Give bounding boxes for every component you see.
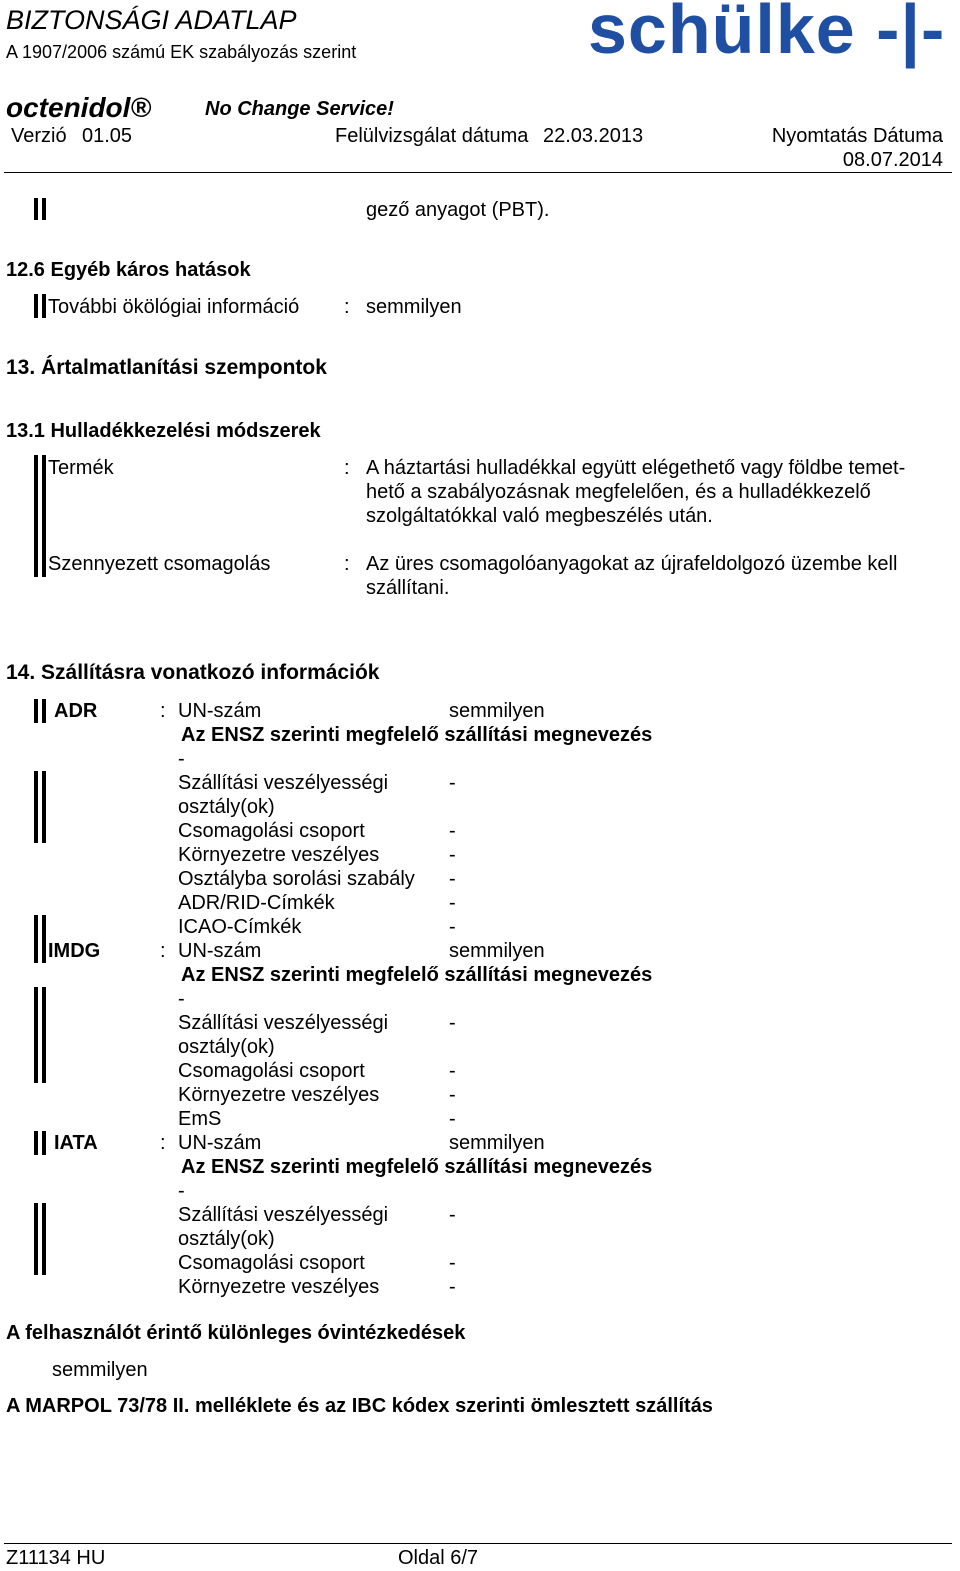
change-bar — [34, 455, 38, 577]
adr-class-label-1: Szállítási veszélyességi — [178, 772, 389, 794]
adr-packing-group-label: Csomagolási csoport — [178, 820, 365, 842]
change-bar — [42, 915, 46, 963]
change-bar — [42, 294, 46, 318]
version-value: 01.05 — [82, 125, 133, 147]
product-disposal-line-3: szolgáltatókkal való megbeszélés után. — [366, 505, 713, 527]
special-precautions-heading: A felhasználót érintő különleges óvintézkedések — [6, 1322, 466, 1344]
pbt-continuation: gező anyagot (PBT). — [366, 199, 550, 221]
packaging-disposal-line-2: szállítani. — [366, 577, 450, 599]
iata-class-value: - — [449, 1204, 456, 1226]
adr-class-label-2: osztály(ok) — [178, 796, 275, 818]
change-bar — [42, 699, 46, 723]
print-date-label: Nyomtatás Dátuma — [771, 125, 943, 147]
imdg-un-value: semmilyen — [449, 940, 545, 962]
change-bar — [34, 915, 38, 963]
change-bar — [42, 455, 46, 577]
print-date: 08.07.2014 — [842, 149, 943, 171]
product-disposal-line-2: hető a szabályozásnak megfelelően, és a hulladékkezelő — [366, 481, 871, 503]
change-bar — [34, 294, 38, 318]
change-bar — [42, 198, 46, 220]
adr-env-hazard-label: Környezetre veszélyes — [178, 844, 380, 866]
revision-label: Felülvizsgálat dátuma — [335, 125, 529, 147]
imdg-class-label-1: Szállítási veszélyességi — [178, 1012, 389, 1034]
imdg-ems-value: - — [449, 1108, 456, 1130]
product-disposal-line-1: A háztartási hulladékkal együtt elégethető vagy földbe temet- — [366, 457, 906, 479]
section-14-heading: 14. Szállításra vonatkozó információk — [6, 661, 380, 684]
iata-un-value: semmilyen — [449, 1132, 545, 1154]
adr-un-value: semmilyen — [449, 700, 545, 722]
page-number: Oldal 6/7 — [398, 1547, 479, 1569]
slogan: No Change Service! — [205, 98, 394, 120]
imdg-ems-label: EmS — [178, 1108, 222, 1130]
iata-label: IATA — [54, 1132, 98, 1154]
colon: : — [160, 1132, 166, 1154]
regulation-text: A 1907/2006 számú EK szabályozás szerint — [6, 42, 357, 62]
adr-classification-rule-value: - — [449, 868, 456, 890]
iata-proper-name-label: Az ENSZ szerinti megfelelő szállítási megnevezés — [181, 1156, 653, 1178]
colon: : — [344, 553, 350, 575]
adr-proper-name-label: Az ENSZ szerinti megfelelő szállítási megnevezés — [181, 724, 653, 746]
change-bar — [34, 987, 38, 1083]
header-divider — [4, 172, 952, 173]
iata-class-label-1: Szállítási veszélyességi — [178, 1204, 389, 1226]
adr-proper-name-value: - — [178, 748, 185, 770]
change-bar — [34, 1203, 38, 1275]
further-eco-value: semmilyen — [366, 296, 462, 318]
change-bar — [34, 771, 38, 843]
change-bar — [42, 771, 46, 843]
marpol-heading: A MARPOL 73/78 II. melléklete és az IBC kódex szerinti ömlesztett szállítás — [6, 1395, 713, 1417]
product-name: octenidol® — [6, 92, 152, 123]
icao-labels-value: - — [449, 916, 456, 938]
imdg-proper-name-label: Az ENSZ szerinti megfelelő szállítási megnevezés — [181, 964, 653, 986]
packaging-disposal-label: Szennyezett csomagolás — [48, 553, 271, 575]
change-bar — [34, 198, 38, 220]
section-13-heading: 13. Ártalmatlanítási szempontok — [6, 356, 327, 379]
iata-un-label: UN-szám — [178, 1132, 262, 1154]
imdg-env-hazard-label: Környezetre veszélyes — [178, 1084, 380, 1106]
colon: : — [344, 457, 350, 479]
imdg-env-hazard-value: - — [449, 1084, 456, 1106]
adr-rid-labels-value: - — [449, 892, 456, 914]
iata-packing-group-value: - — [449, 1252, 456, 1274]
adr-label: ADR — [54, 700, 98, 722]
adr-env-hazard-value: - — [449, 844, 456, 866]
imdg-class-value: - — [449, 1012, 456, 1034]
change-bar — [42, 1131, 46, 1155]
document-title: BIZTONSÁGI ADATLAP — [6, 5, 297, 35]
imdg-proper-name-value: - — [178, 988, 185, 1010]
adr-rid-labels-label: ADR/RID-Címkék — [178, 892, 335, 914]
adr-packing-group-value: - — [449, 820, 456, 842]
section-12-6-heading: 12.6 Egyéb káros hatások — [6, 259, 251, 281]
document-code: Z11134 HU — [6, 1547, 106, 1569]
iata-env-hazard-label: Környezetre veszélyes — [178, 1276, 380, 1298]
version-label: Verzió — [11, 125, 67, 147]
section-13-1-heading: 13.1 Hulladékkezelési módszerek — [6, 420, 321, 442]
imdg-class-label-2: osztály(ok) — [178, 1036, 275, 1058]
change-bar — [34, 699, 38, 723]
footer-divider — [4, 1543, 952, 1544]
colon: : — [160, 700, 166, 722]
colon: : — [160, 940, 166, 962]
further-eco-label: További ökölógiai információ — [48, 296, 300, 318]
change-bar — [42, 1203, 46, 1275]
iata-proper-name-value: - — [178, 1180, 185, 1202]
iata-class-label-2: osztály(ok) — [178, 1228, 275, 1250]
iata-env-hazard-value: - — [449, 1276, 456, 1298]
packaging-disposal-line-1: Az üres csomagolóanyagokat az újrafeldolgozó üzembe kell — [366, 553, 898, 575]
colon: : — [344, 296, 350, 318]
imdg-packing-group-label: Csomagolási csoport — [178, 1060, 365, 1082]
product-disposal-label: Termék — [48, 457, 114, 479]
special-precautions-value: semmilyen — [52, 1359, 148, 1381]
imdg-packing-group-value: - — [449, 1060, 456, 1082]
adr-un-label: UN-szám — [178, 700, 262, 722]
change-bar — [34, 1131, 38, 1155]
imdg-label: IMDG — [48, 940, 101, 962]
icao-labels-label: ICAO-Címkék — [178, 916, 302, 938]
iata-packing-group-label: Csomagolási csoport — [178, 1252, 365, 1274]
revision-date: 22.03.2013 — [543, 125, 644, 147]
imdg-un-label: UN-szám — [178, 940, 262, 962]
adr-class-value: - — [449, 772, 456, 794]
adr-classification-rule-label: Osztályba sorolási szabály — [178, 868, 415, 890]
change-bar — [42, 987, 46, 1083]
schulke-logo: schülke -|- — [588, 0, 946, 68]
